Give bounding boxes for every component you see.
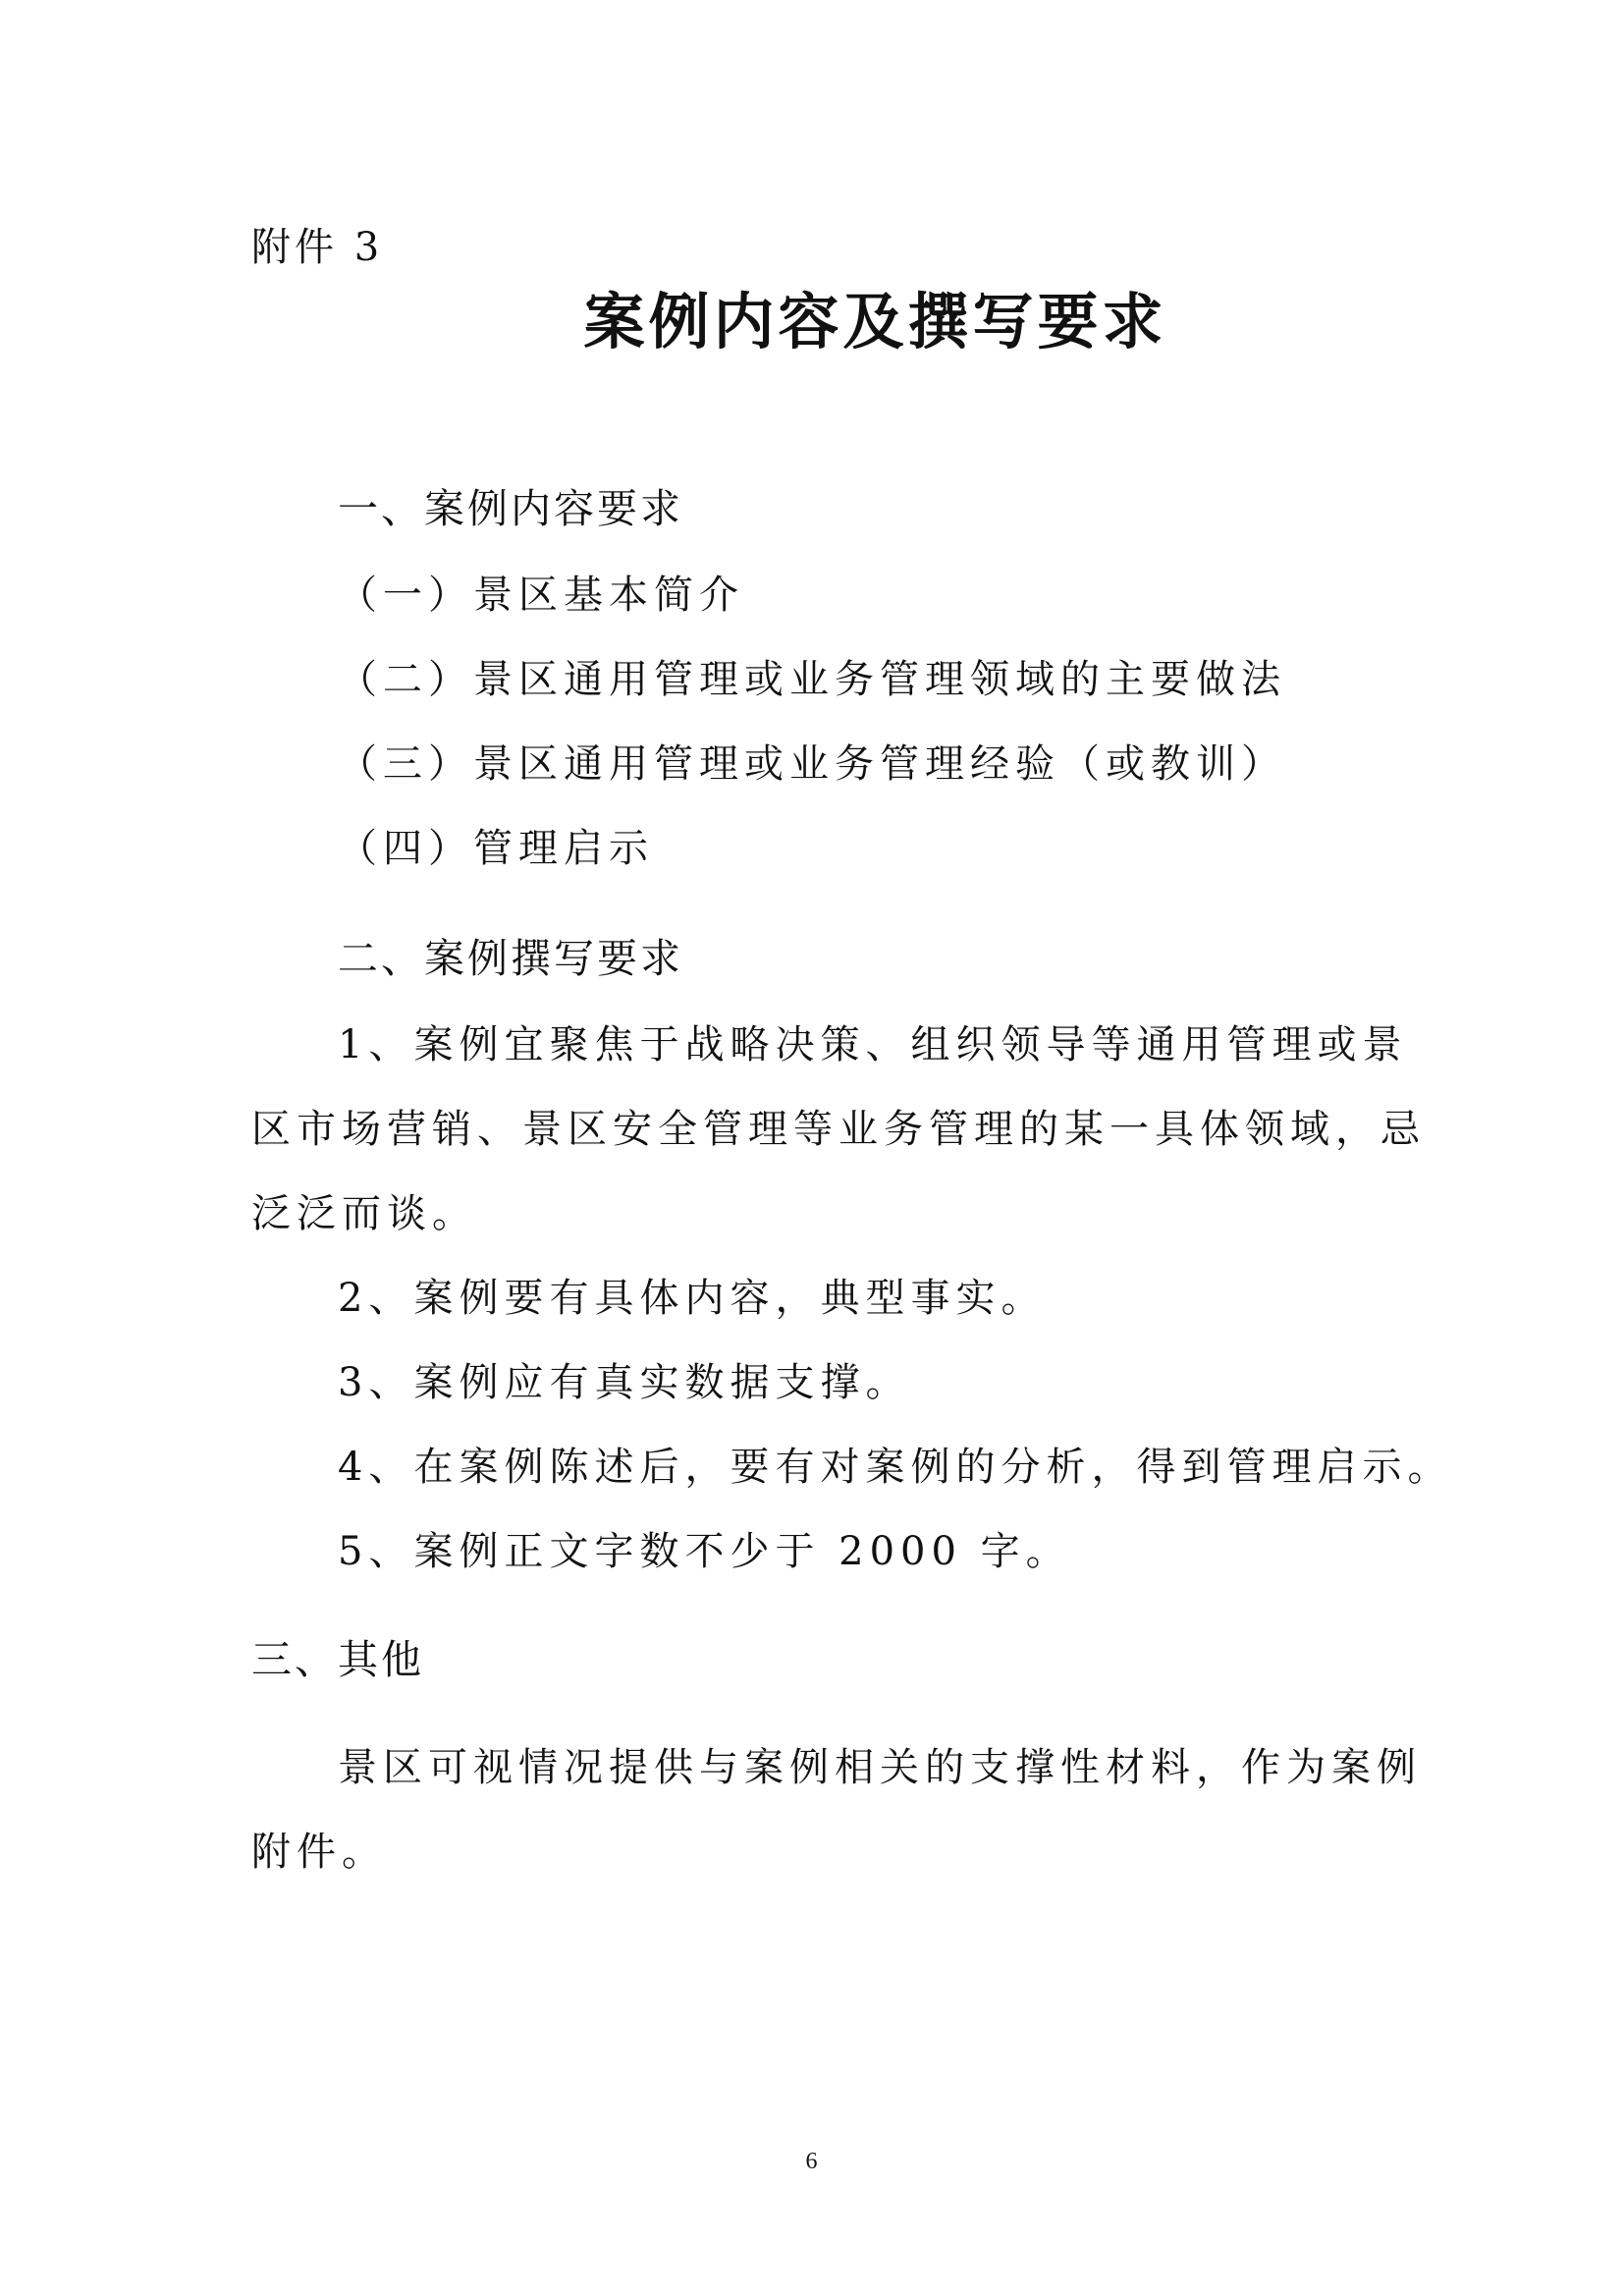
writing-item-2: 2、案例要有具体内容，典型事实。 (338, 1276, 1047, 1321)
content-item-4: （四）管理启示 (338, 826, 654, 871)
other-paragraph-line-2: 附件。 (251, 1830, 387, 1875)
section-heading-writing-requirements: 二、案例撰写要求 (338, 935, 683, 982)
content-item-2: （二）景区通用管理或业务管理领域的主要做法 (338, 657, 1286, 702)
other-paragraph-line-1: 景区可视情况提供与案例相关的支撑性材料，作为案例 (338, 1745, 1422, 1790)
section-heading-content-requirements: 一、案例内容要求 (338, 485, 683, 532)
writing-item-5: 5、案例正文字数不少于 2000 字。 (338, 1529, 1071, 1574)
writing-item-1-line-1: 1、案例宜聚焦于战略决策、组织领导等通用管理或景 (338, 1022, 1408, 1067)
content-item-1: （一）景区基本简介 (338, 573, 744, 618)
attachment-label: 附件 3 (251, 225, 384, 270)
writing-item-3: 3、案例应有真实数据支撑。 (338, 1360, 911, 1405)
writing-item-1-line-2: 区市场营销、景区安全管理等业务管理的某一具体领域，忌 (251, 1107, 1426, 1152)
page-number: 6 (805, 2149, 818, 2174)
section-heading-other: 三、其他 (251, 1636, 424, 1683)
writing-item-1-line-3: 泛泛而谈。 (251, 1191, 477, 1236)
document-title: 案例内容及撰写要求 (583, 286, 1167, 357)
writing-item-4: 4、在案例陈述后，要有对案例的分析，得到管理启示。 (338, 1445, 1453, 1490)
content-item-3: （三）景区通用管理或业务管理经验（或教训） (338, 741, 1286, 787)
